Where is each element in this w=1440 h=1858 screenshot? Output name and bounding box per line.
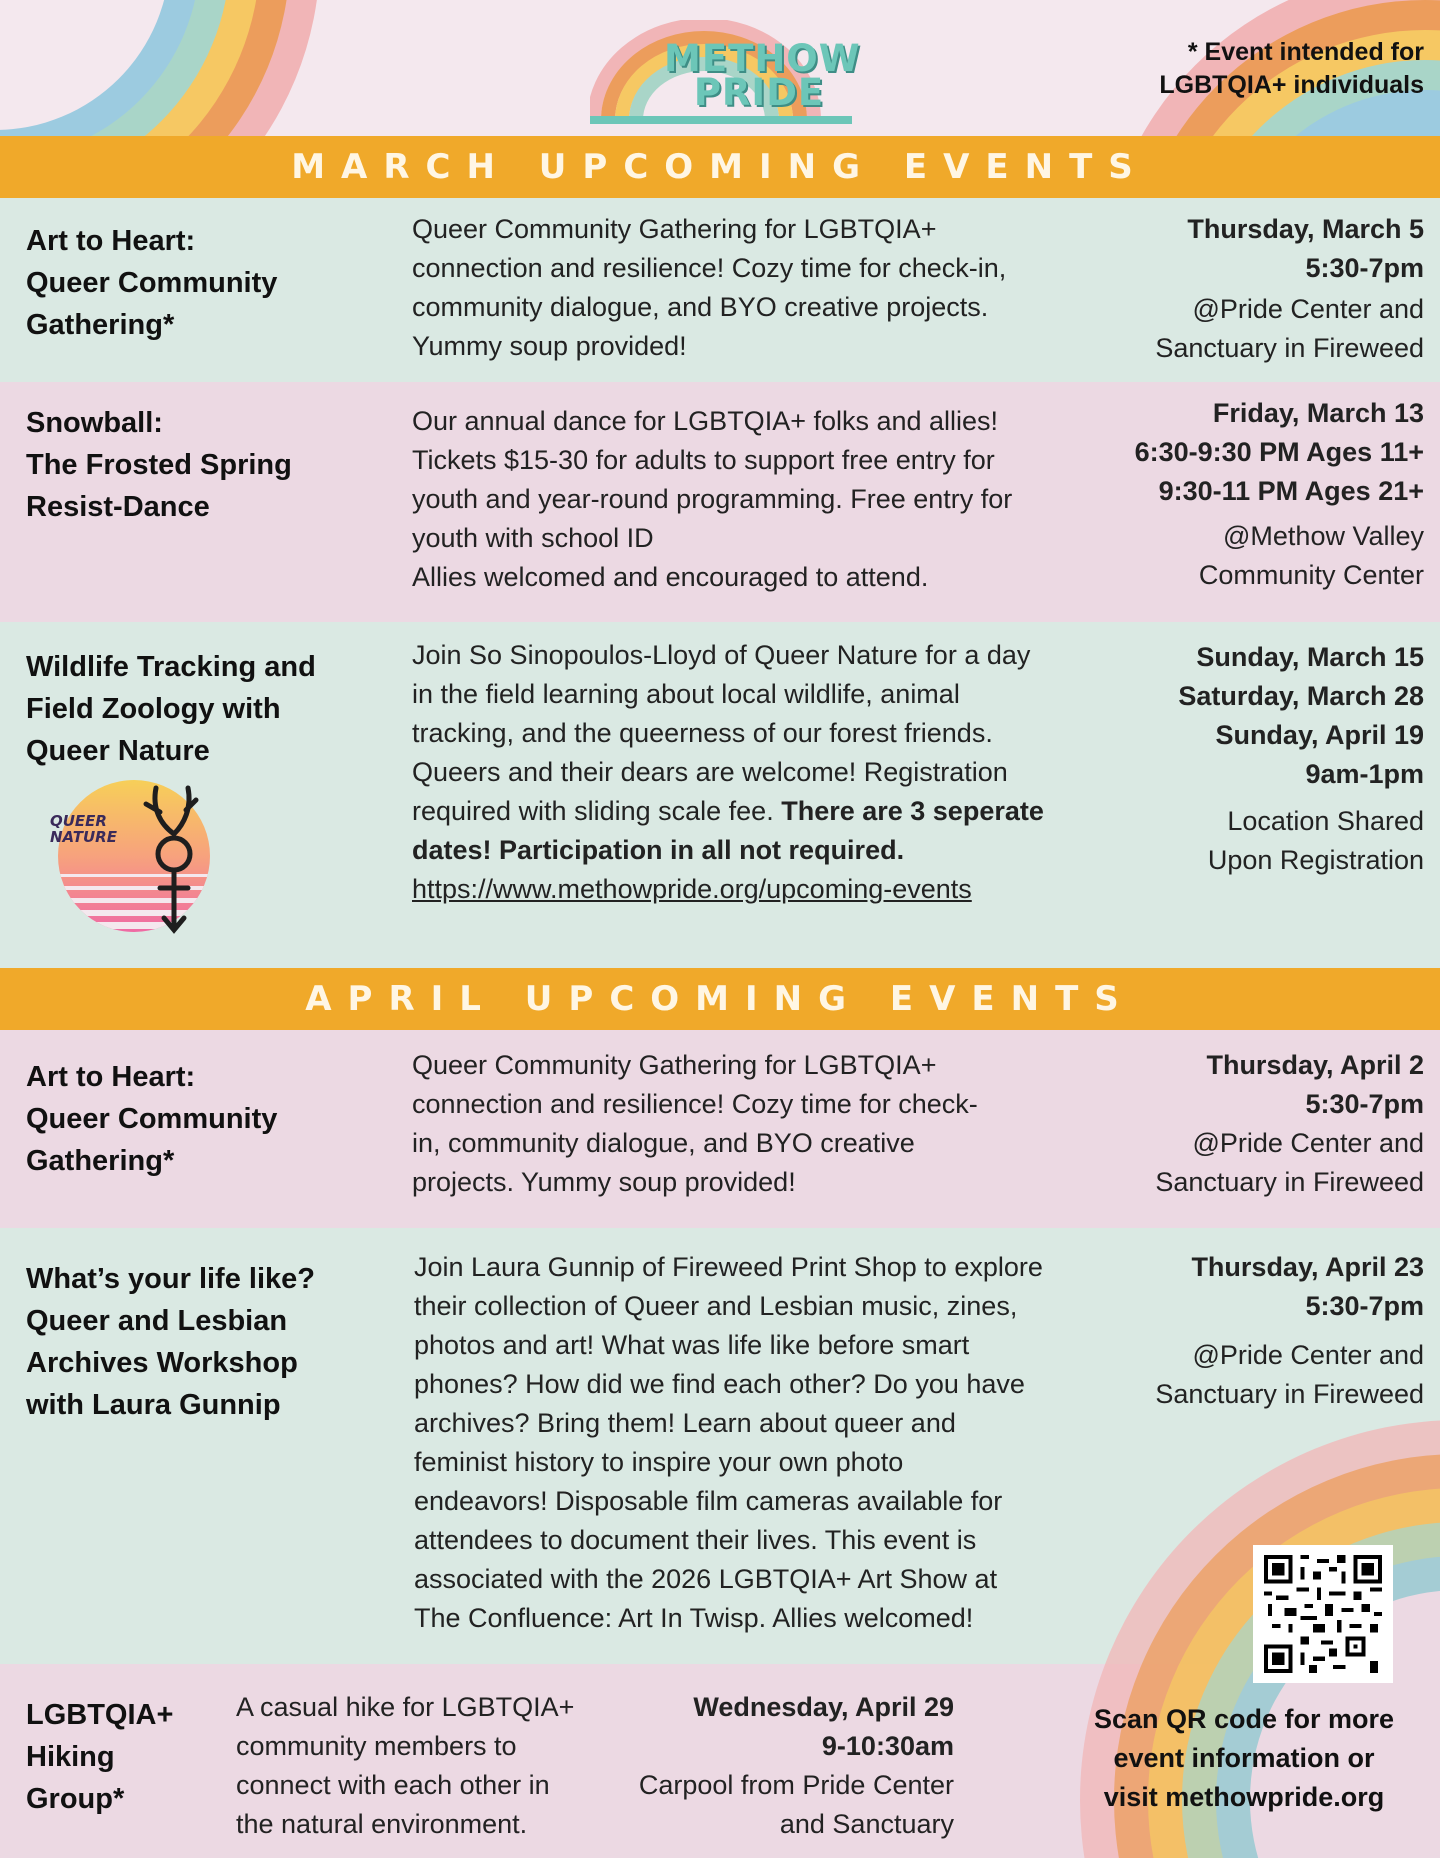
qr-call-to-action: Scan QR code for more event information or visit methowpride.org	[1093, 1704, 1395, 1812]
methow-pride-logo	[590, 20, 861, 130]
event-title: Art to Heart: Queer Community Gathering*	[26, 225, 278, 341]
event-title: Wildlife Tracking and Field Zoology with Queer Nature	[26, 651, 316, 767]
event-description: Join So Sinopoulos-Lloyd of Queer Nature for a day in the field learning about local wildlife, animal tracking, and the queerness of our forest friends. Queers and their dears are welcome! Registration required with sliding scale fee. There are 3 seperate dates! Participation in all not required. https://www.methowpride.org/upcoming-events	[412, 636, 1044, 909]
logo-line-2: PRIDE	[693, 71, 825, 114]
queer-nature-logo-text-1: QUEER	[50, 812, 107, 830]
event-title: LGBTQIA+ Hiking Group*	[26, 1699, 174, 1815]
rainbow-decoration-top-left	[0, 0, 330, 140]
march-banner-title: MARCH UPCOMING EVENTS	[291, 147, 1149, 187]
march-banner	[0, 136, 1440, 198]
event-description: Our annual dance for LGBTQIA+ folks and allies! Tickets $15-30 for adults to support free entry for youth and year-round programming. Free entry for youth with school ID Allies welcomed and encouraged to attend.	[412, 406, 1013, 592]
event-when-where: Thursday, April 2 5:30-7pm @Pride Center and Sanctuary in Fireweed	[1155, 1050, 1424, 1197]
event-when-where: Friday, March 13 6:30-9:30 PM Ages 11+ 9:30-11 PM Ages 21+ @Methow Valley Community Center	[1134, 398, 1424, 590]
event-description: Queer Community Gathering for LGBTQIA+ connection and resilience! Cozy time for check-in, community dialogue, and BYO creative projects. Yummy soup provided!	[412, 214, 1007, 361]
event-when-where: Sunday, March 15 Saturday, March 28 Sunday, April 19 9am-1pm Location Shared Upon Registration	[1178, 642, 1424, 875]
event-description: Queer Community Gathering for LGBTQIA+ connection and resilience! Cozy time for check- in, community dialogue, and BYO creative projects. Yummy soup provided!	[412, 1050, 978, 1197]
queer-nature-logo	[34, 778, 234, 938]
event-link[interactable]: https://www.methowpride.org/upcoming-events	[412, 874, 972, 904]
event-when-where: Thursday, April 23 5:30-7pm @Pride Center and Sanctuary in Fireweed	[1155, 1252, 1424, 1409]
logo-line-1: METHOW	[664, 37, 861, 80]
event-when-where: Wednesday, April 29 9-10:30am Carpool from Pride Center and Sanctuary	[638, 1692, 954, 1839]
event-row	[0, 382, 1440, 622]
event-title: Snowball: The Frosted Spring Resist-Dance	[26, 407, 292, 523]
event-when-where: Thursday, March 5 5:30-7pm @Pride Center and Sanctuary in Fireweed	[1155, 214, 1424, 363]
event-title: What’s your life like? Queer and Lesbian Archives Workshop with Laura Gunnip	[26, 1263, 315, 1421]
qr-code-icon	[1263, 1555, 1383, 1673]
queer-nature-logo-text-2: NATURE	[50, 828, 117, 846]
event-row	[0, 198, 1440, 382]
april-banner	[0, 968, 1440, 1030]
event-row	[0, 1030, 1440, 1228]
april-banner-title: APRIL UPCOMING EVENTS	[305, 979, 1135, 1019]
queer-nature-sunset-icon	[34, 778, 234, 938]
event-description: A casual hike for LGBTQIA+ community members to connect with each other in the natural environment.	[236, 1692, 575, 1839]
event-title: Art to Heart: Queer Community Gathering*	[26, 1061, 278, 1177]
qr-code[interactable]	[1253, 1545, 1393, 1683]
event-description: Join Laura Gunnip of Fireweed Print Shop to explore their collection of Queer and Lesbian music, zines, photos and art! What was life like before smart phones? How did we find each other? Do you have archives? Bring them! Learn about queer and feminist history to inspire your own photo endeavors! Disposable film cameras available for attendees to document their lives. This event is associated with the 2026 LGBTQIA+ Art Show at The Confluence: Art In Twisp. Allies welcomed!	[414, 1252, 1043, 1633]
lgbtqia-notice: * Event intended for LGBTQIA+ individuals	[1159, 38, 1424, 99]
